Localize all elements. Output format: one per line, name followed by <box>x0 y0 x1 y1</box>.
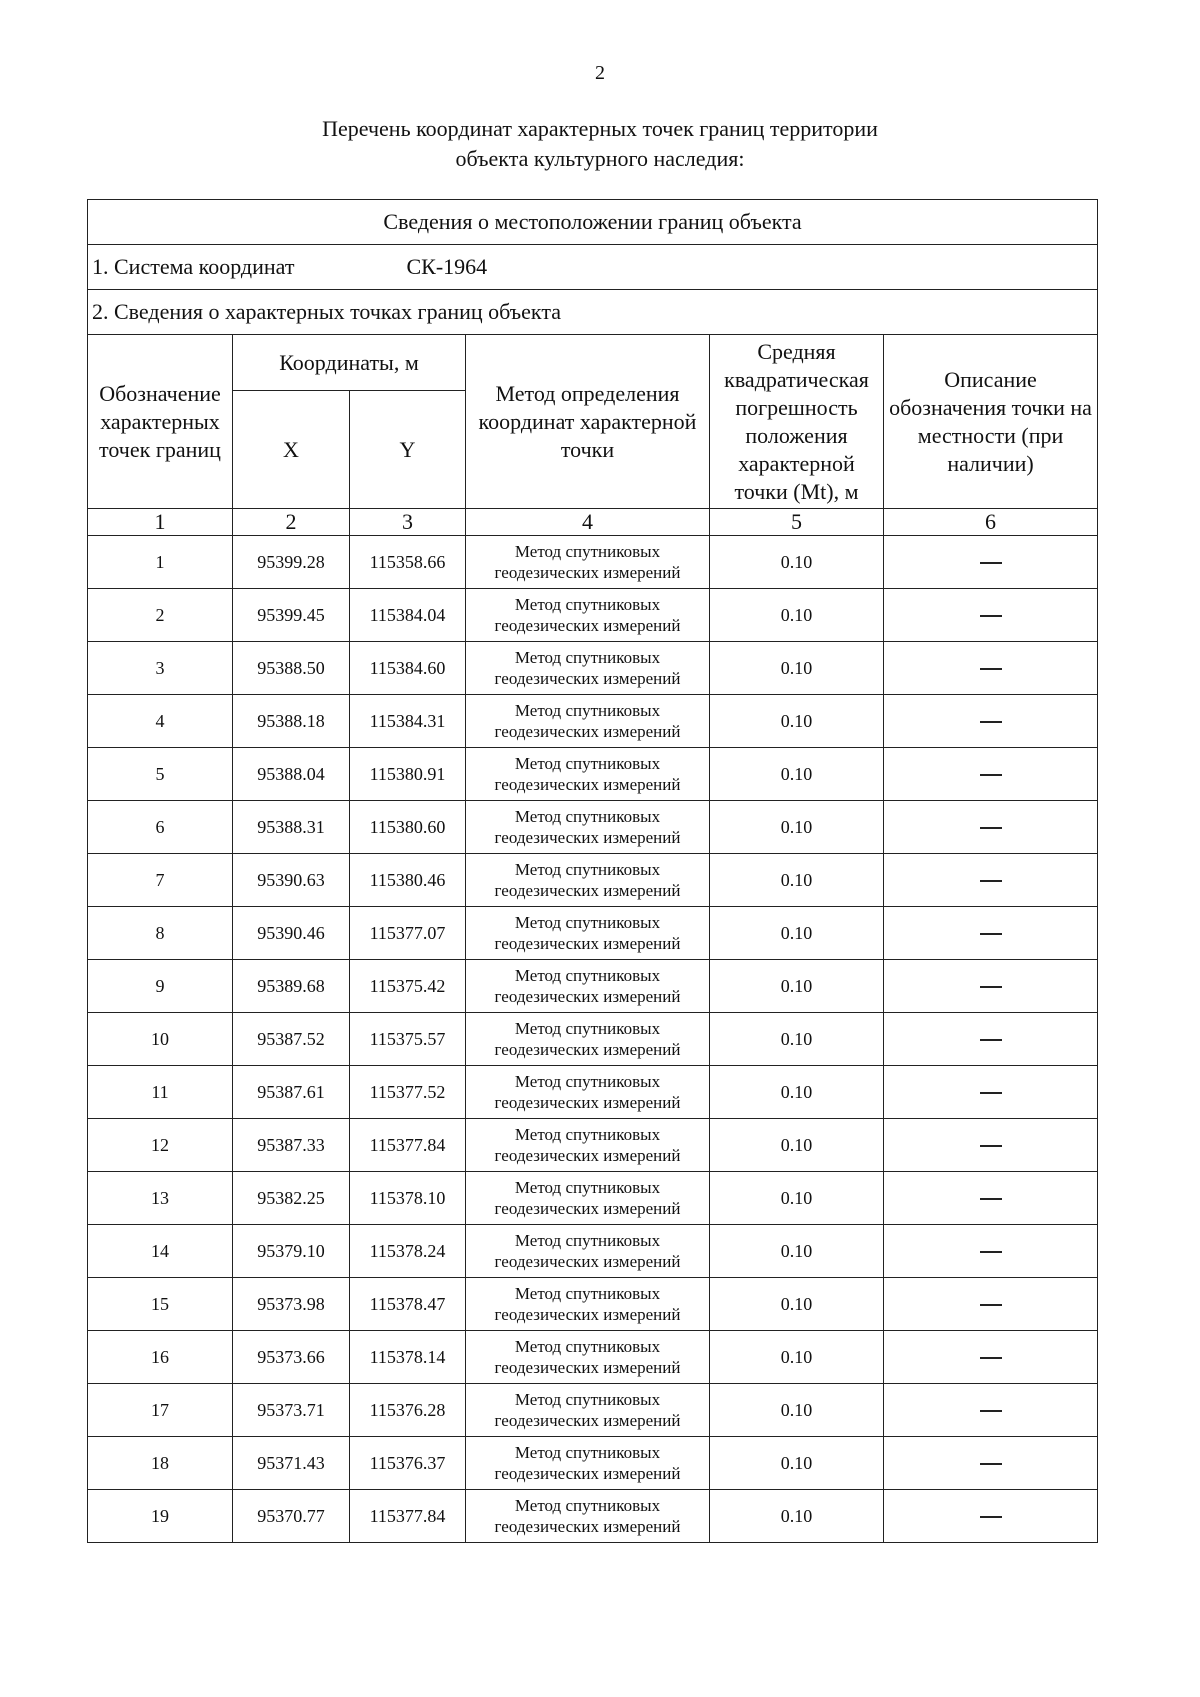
y-coordinate: 115375.42 <box>350 960 466 1013</box>
dash-mark <box>980 1198 1002 1200</box>
method-cell <box>466 1278 710 1331</box>
point-number: 8 <box>88 907 233 960</box>
table-row <box>88 907 1098 960</box>
description-cell <box>884 589 1098 642</box>
x-coordinate: 95390.46 <box>233 907 350 960</box>
col-description-header: Описание обозначения точки на местности (при наличии) <box>884 335 1098 509</box>
method-cell <box>466 907 710 960</box>
y-coordinate: 115380.91 <box>350 748 466 801</box>
point-number: 10 <box>88 1013 233 1066</box>
method-line-1: Метод спутниковых <box>514 1443 661 1462</box>
method-line-1: Метод спутниковых <box>514 1178 661 1197</box>
method-line-2: геодезических измерений <box>494 1252 681 1271</box>
point-number: 5 <box>88 748 233 801</box>
dash-mark <box>980 615 1002 617</box>
mt-error: 0.10 <box>710 748 884 801</box>
table-row <box>88 1331 1098 1384</box>
document-title <box>0 114 1200 174</box>
method-cell <box>466 1172 710 1225</box>
method-cell <box>466 589 710 642</box>
dash-mark <box>980 1410 1002 1412</box>
method-line-2: геодезических измерений <box>494 1464 681 1483</box>
description-cell <box>884 854 1098 907</box>
method-line-1: Метод спутниковых <box>514 648 661 667</box>
coord-system-row <box>88 245 1098 290</box>
coordinates-table <box>87 199 1098 1543</box>
title-line-2: объекта культурного наследия: <box>455 146 745 171</box>
point-number: 19 <box>88 1490 233 1543</box>
point-number: 1 <box>88 536 233 589</box>
x-coordinate: 95390.63 <box>233 854 350 907</box>
mt-error: 0.10 <box>710 695 884 748</box>
mt-error: 0.10 <box>710 907 884 960</box>
x-coordinate: 95371.43 <box>233 1437 350 1490</box>
method-line-1: Метод спутниковых <box>514 1390 661 1409</box>
table-row <box>88 536 1098 589</box>
description-cell <box>884 1013 1098 1066</box>
dash-mark <box>980 1092 1002 1094</box>
table-row <box>88 695 1098 748</box>
mt-error: 0.10 <box>710 1384 884 1437</box>
table-row <box>88 1437 1098 1490</box>
x-coordinate: 95373.66 <box>233 1331 350 1384</box>
dash-mark <box>980 1251 1002 1253</box>
col-y-header: Y <box>350 391 466 509</box>
point-number: 17 <box>88 1384 233 1437</box>
y-coordinate: 115378.47 <box>350 1278 466 1331</box>
y-coordinate: 115384.60 <box>350 642 466 695</box>
x-coordinate: 95388.31 <box>233 801 350 854</box>
method-cell <box>466 536 710 589</box>
y-coordinate: 115375.57 <box>350 1013 466 1066</box>
method-line-2: геодезических измерений <box>494 722 681 741</box>
method-line-1: Метод спутниковых <box>514 807 661 826</box>
method-line-2: геодезических измерений <box>494 616 681 635</box>
description-cell <box>884 960 1098 1013</box>
point-number: 7 <box>88 854 233 907</box>
method-cell <box>466 1119 710 1172</box>
col-x-header: X <box>233 391 350 509</box>
mt-error: 0.10 <box>710 1437 884 1490</box>
description-cell <box>884 1490 1098 1543</box>
x-coordinate: 95373.71 <box>233 1384 350 1437</box>
method-cell <box>466 960 710 1013</box>
method-line-1: Метод спутниковых <box>514 913 661 932</box>
method-line-2: геодезических измерений <box>494 1040 681 1059</box>
point-number: 13 <box>88 1172 233 1225</box>
table-row <box>88 1066 1098 1119</box>
method-line-1: Метод спутниковых <box>514 1284 661 1303</box>
table-row <box>88 1119 1098 1172</box>
y-coordinate: 115378.24 <box>350 1225 466 1278</box>
method-cell <box>466 854 710 907</box>
x-coordinate: 95387.61 <box>233 1066 350 1119</box>
dash-mark <box>980 721 1002 723</box>
page-number: 2 <box>595 62 605 84</box>
method-line-2: геодезических измерений <box>494 669 681 688</box>
method-line-1: Метод спутниковых <box>514 701 661 720</box>
description-cell <box>884 1437 1098 1490</box>
dash-mark <box>980 880 1002 882</box>
method-line-2: геодезических измерений <box>494 1305 681 1324</box>
point-number: 16 <box>88 1331 233 1384</box>
col-coordinates-header: Координаты, м <box>233 335 466 391</box>
dash-mark <box>980 774 1002 776</box>
method-line-2: геодезических измерений <box>494 987 681 1006</box>
points-header: 2. Сведения о характерных точках границ объекта <box>88 290 1098 335</box>
method-line-1: Метод спутниковых <box>514 1019 661 1038</box>
mt-error: 0.10 <box>710 1013 884 1066</box>
dash-mark <box>980 1357 1002 1359</box>
method-cell <box>466 1066 710 1119</box>
table-row <box>88 1172 1098 1225</box>
point-number: 12 <box>88 1119 233 1172</box>
description-cell <box>884 1066 1098 1119</box>
y-coordinate: 115358.66 <box>350 536 466 589</box>
title-line-1: Перечень координат характерных точек границ территории <box>322 116 878 141</box>
x-coordinate: 95399.45 <box>233 589 350 642</box>
description-cell <box>884 1225 1098 1278</box>
method-line-1: Метод спутниковых <box>514 966 661 985</box>
y-coordinate: 115377.84 <box>350 1490 466 1543</box>
method-line-2: геодезических измерений <box>494 1411 681 1430</box>
table-row <box>88 1384 1098 1437</box>
x-coordinate: 95373.98 <box>233 1278 350 1331</box>
x-coordinate: 95389.68 <box>233 960 350 1013</box>
table-row <box>88 589 1098 642</box>
description-cell <box>884 1384 1098 1437</box>
dash-mark <box>980 668 1002 670</box>
col-error-header: Средняя квадратическая погрешность положения характерной точки (Mt), м <box>710 335 884 509</box>
section-header: Сведения о местоположении границ объекта <box>88 200 1098 245</box>
point-number: 3 <box>88 642 233 695</box>
method-cell <box>466 801 710 854</box>
mt-error: 0.10 <box>710 1278 884 1331</box>
table-row <box>88 801 1098 854</box>
mt-error: 0.10 <box>710 1225 884 1278</box>
point-number: 15 <box>88 1278 233 1331</box>
point-number: 11 <box>88 1066 233 1119</box>
description-cell <box>884 748 1098 801</box>
y-coordinate: 115378.10 <box>350 1172 466 1225</box>
dash-mark <box>980 1516 1002 1518</box>
dash-mark <box>980 1039 1002 1041</box>
table-row <box>88 854 1098 907</box>
point-number: 18 <box>88 1437 233 1490</box>
method-line-2: геодезических измерений <box>494 1358 681 1377</box>
description-cell <box>884 1119 1098 1172</box>
col-number-2: 2 <box>233 509 350 536</box>
mt-error: 0.10 <box>710 1331 884 1384</box>
y-coordinate: 115380.46 <box>350 854 466 907</box>
coord-system-value: СК-1964 <box>406 254 488 279</box>
description-cell <box>884 642 1098 695</box>
col-method-header: Метод определения координат характерной точки <box>466 335 710 509</box>
y-coordinate: 115377.84 <box>350 1119 466 1172</box>
description-cell <box>884 907 1098 960</box>
method-line-2: геодезических измерений <box>494 1146 681 1165</box>
y-coordinate: 115380.60 <box>350 801 466 854</box>
x-coordinate: 95388.50 <box>233 642 350 695</box>
description-cell <box>884 1172 1098 1225</box>
mt-error: 0.10 <box>710 1172 884 1225</box>
method-line-1: Метод спутниковых <box>514 1496 661 1515</box>
x-coordinate: 95388.18 <box>233 695 350 748</box>
x-coordinate: 95399.28 <box>233 536 350 589</box>
col-number-4: 4 <box>466 509 710 536</box>
dash-mark <box>980 986 1002 988</box>
description-cell <box>884 1331 1098 1384</box>
mt-error: 0.10 <box>710 1490 884 1543</box>
method-cell <box>466 1384 710 1437</box>
x-coordinate: 95387.33 <box>233 1119 350 1172</box>
method-cell <box>466 695 710 748</box>
y-coordinate: 115376.28 <box>350 1384 466 1437</box>
method-line-2: геодезических измерений <box>494 775 681 794</box>
mt-error: 0.10 <box>710 854 884 907</box>
description-cell <box>884 801 1098 854</box>
dash-mark <box>980 1463 1002 1465</box>
y-coordinate: 115384.31 <box>350 695 466 748</box>
method-line-1: Метод спутниковых <box>514 1072 661 1091</box>
col-number-5: 5 <box>710 509 884 536</box>
mt-error: 0.10 <box>710 1119 884 1172</box>
method-cell <box>466 642 710 695</box>
col-number-1: 1 <box>88 509 233 536</box>
mt-error: 0.10 <box>710 801 884 854</box>
y-coordinate: 115377.07 <box>350 907 466 960</box>
method-line-1: Метод спутниковых <box>514 1231 661 1250</box>
mt-error: 0.10 <box>710 589 884 642</box>
y-coordinate: 115384.04 <box>350 589 466 642</box>
table-row <box>88 1013 1098 1066</box>
dash-mark <box>980 1145 1002 1147</box>
table-row <box>88 1225 1098 1278</box>
dash-mark <box>980 1304 1002 1306</box>
dash-mark <box>980 827 1002 829</box>
coord-system-label: 1. Система координат <box>92 254 295 279</box>
description-cell <box>884 695 1098 748</box>
method-line-1: Метод спутниковых <box>514 754 661 773</box>
col-designation-header: Обозначение характерных точек границ <box>88 335 233 509</box>
method-line-2: геодезических измерений <box>494 1093 681 1112</box>
x-coordinate: 95382.25 <box>233 1172 350 1225</box>
mt-error: 0.10 <box>710 1066 884 1119</box>
y-coordinate: 115378.14 <box>350 1331 466 1384</box>
method-line-1: Метод спутниковых <box>514 595 661 614</box>
mt-error: 0.10 <box>710 960 884 1013</box>
x-coordinate: 95379.10 <box>233 1225 350 1278</box>
y-coordinate: 115377.52 <box>350 1066 466 1119</box>
dash-mark <box>980 933 1002 935</box>
table-row <box>88 1490 1098 1543</box>
method-cell <box>466 1490 710 1543</box>
method-cell <box>466 1331 710 1384</box>
method-line-2: геодезических измерений <box>494 563 681 582</box>
method-cell <box>466 1013 710 1066</box>
method-line-2: геодезических измерений <box>494 828 681 847</box>
method-line-2: геодезических измерений <box>494 881 681 900</box>
table-row <box>88 960 1098 1013</box>
method-line-1: Метод спутниковых <box>514 1337 661 1356</box>
table-row <box>88 1278 1098 1331</box>
method-line-2: геодезических измерений <box>494 1199 681 1218</box>
method-cell <box>466 748 710 801</box>
point-number: 4 <box>88 695 233 748</box>
table-row <box>88 642 1098 695</box>
col-number-3: 3 <box>350 509 466 536</box>
x-coordinate: 95388.04 <box>233 748 350 801</box>
method-cell <box>466 1225 710 1278</box>
point-number: 2 <box>88 589 233 642</box>
x-coordinate: 95387.52 <box>233 1013 350 1066</box>
point-number: 14 <box>88 1225 233 1278</box>
method-line-1: Метод спутниковых <box>514 1125 661 1144</box>
y-coordinate: 115376.37 <box>350 1437 466 1490</box>
mt-error: 0.10 <box>710 642 884 695</box>
method-line-2: геодезических измерений <box>494 934 681 953</box>
point-number: 9 <box>88 960 233 1013</box>
description-cell <box>884 536 1098 589</box>
mt-error: 0.10 <box>710 536 884 589</box>
method-line-1: Метод спутниковых <box>514 542 661 561</box>
table-row <box>88 748 1098 801</box>
dash-mark <box>980 562 1002 564</box>
col-number-6: 6 <box>884 509 1098 536</box>
method-line-2: геодезических измерений <box>494 1517 681 1536</box>
x-coordinate: 95370.77 <box>233 1490 350 1543</box>
description-cell <box>884 1278 1098 1331</box>
method-line-1: Метод спутниковых <box>514 860 661 879</box>
point-number: 6 <box>88 801 233 854</box>
method-cell <box>466 1437 710 1490</box>
